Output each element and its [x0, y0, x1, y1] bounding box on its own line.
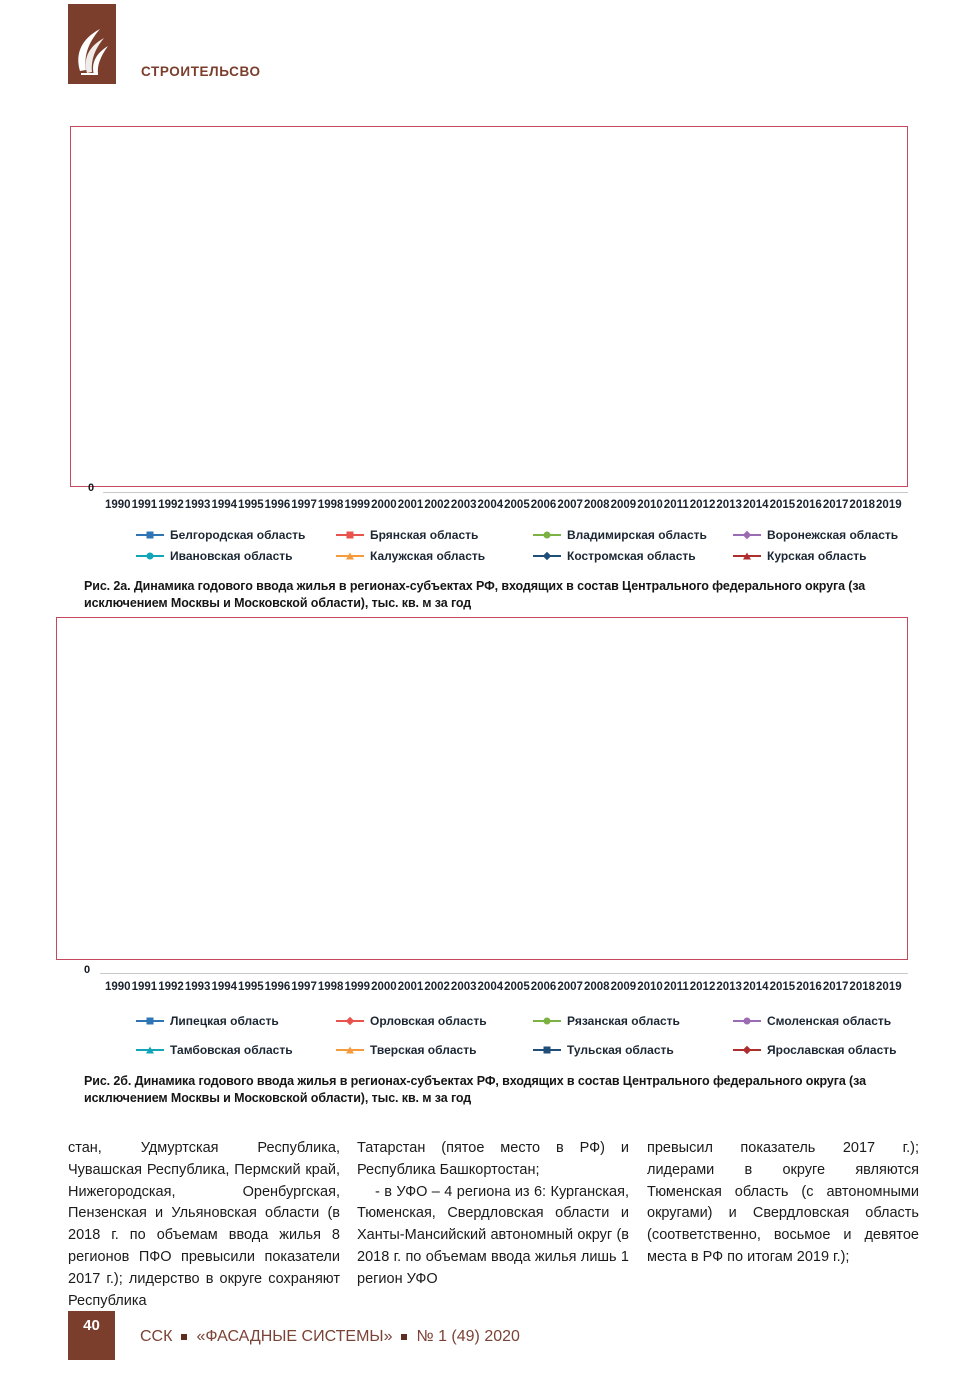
legend-item	[733, 1006, 897, 1035]
year-tick-label: 2008	[583, 499, 610, 511]
year-tick-label: 2013	[716, 499, 742, 511]
figure-b-plot-area	[56, 617, 908, 960]
year-tick-label: 2014	[742, 981, 769, 993]
body-text-column-3	[647, 1138, 919, 1269]
year-tick-label: 1995	[238, 499, 264, 511]
legend-series-marker-icon	[533, 534, 561, 536]
year-tick-label: 1998	[317, 981, 344, 993]
journal-issue: № 1 (49) 2020	[416, 1328, 520, 1345]
year-tick-label: 1991	[131, 499, 158, 511]
legend-series-marker-icon	[136, 1020, 164, 1022]
year-tick-label: 2011	[663, 499, 689, 511]
legend-item	[136, 1035, 336, 1064]
legend-series-marker-icon	[336, 534, 364, 536]
year-tick-label: 1992	[158, 499, 184, 511]
legend-series-label: Смоленская область	[767, 1013, 892, 1028]
legend-series-label: Ярославская область	[767, 1042, 897, 1057]
figure-b-x-axis-year-labels	[105, 981, 902, 993]
page-number-badge: 40	[68, 1311, 115, 1360]
year-tick-label: 2012	[689, 499, 716, 511]
legend-series-marker-icon	[733, 1020, 761, 1022]
year-tick-label: 1998	[317, 499, 344, 511]
legend-series-marker-icon	[533, 1020, 561, 1022]
legend-series-marker-icon	[733, 534, 761, 536]
year-tick-label: 2006	[530, 499, 557, 511]
year-tick-label: 2002	[424, 499, 450, 511]
year-tick-label: 1993	[184, 499, 211, 511]
legend-series-marker-icon	[136, 1049, 164, 1051]
legend-series-marker-icon	[336, 555, 364, 557]
legend-series-label: Рязанская область	[567, 1013, 680, 1028]
legend-series-marker-icon	[136, 555, 164, 557]
year-tick-label: 2007	[557, 499, 583, 511]
body-text-column-2	[357, 1138, 629, 1291]
legend-series-label: Калужская область	[370, 548, 486, 563]
swoosh-logo-icon	[68, 71, 116, 88]
legend-series-marker-icon	[136, 534, 164, 536]
year-tick-label: 1995	[238, 981, 264, 993]
legend-item	[136, 1006, 336, 1035]
year-tick-label: 1993	[184, 981, 211, 993]
year-tick-label: 2009	[610, 499, 637, 511]
year-tick-label: 2005	[504, 499, 530, 511]
figure-a-caption: Рис. 2а. Динамика годового ввода жилья в регионах-субъектах РФ, входящих в состав Центрального федерального округа (за исключением Москвы и Московской области), тыс. кв. м за год	[84, 579, 866, 610]
year-tick-label: 2018	[849, 499, 876, 511]
year-tick-label: 2019	[876, 981, 902, 993]
legend-item	[733, 545, 898, 566]
year-tick-label: 1994	[211, 981, 238, 993]
year-tick-label: 2000	[371, 981, 397, 993]
legend-item	[533, 1006, 733, 1035]
year-tick-label: 1990	[105, 981, 131, 993]
figure-a-x-axis-year-labels	[105, 499, 902, 511]
section-title: СТРОИТЕЛЬСВО	[141, 64, 261, 79]
square-bullet-icon	[181, 1334, 187, 1340]
legend-series-label: Тамбовская область	[170, 1042, 293, 1057]
legend-series-marker-icon	[533, 555, 561, 557]
legend-item	[533, 545, 733, 566]
legend-series-label: Липецкая область	[170, 1013, 279, 1028]
legend-series-label: Орловская область	[370, 1013, 487, 1028]
year-tick-label: 2017	[822, 981, 849, 993]
legend-series-label: Воронежская область	[767, 527, 899, 542]
year-tick-label: 1996	[264, 981, 291, 993]
year-tick-label: 2002	[424, 981, 450, 993]
journal-footer-line	[140, 1328, 520, 1346]
legend-series-label: Белгородская область	[170, 527, 306, 542]
year-tick-label: 2016	[796, 981, 822, 993]
figure-a-legend	[136, 524, 898, 566]
journal-abbr: ССК	[140, 1328, 173, 1345]
legend-item	[136, 524, 336, 545]
legend-series-label: Костромская область	[567, 548, 696, 563]
year-tick-label: 2019	[876, 499, 902, 511]
year-tick-label: 2001	[397, 981, 424, 993]
year-tick-label: 2000	[371, 499, 397, 511]
year-tick-label: 2003	[450, 499, 477, 511]
year-tick-label: 2005	[504, 981, 530, 993]
legend-item	[533, 524, 733, 545]
legend-item	[336, 545, 533, 566]
legend-series-marker-icon	[733, 1049, 761, 1051]
legend-series-marker-icon	[533, 1049, 561, 1051]
year-tick-label: 2003	[450, 981, 477, 993]
year-tick-label: 2010	[637, 499, 663, 511]
body-paragraph: превысил показатель 2017 г.); лидерами в округе являются Тюменская область (с автономными округами) и Свердловская область (соответственно, восьмое и девятое места в РФ по итогам 2019 г.);	[647, 1140, 919, 1265]
year-tick-label: 2012	[689, 981, 716, 993]
figure-b-legend	[136, 1006, 897, 1064]
legend-series-marker-icon	[336, 1020, 364, 1022]
year-tick-label: 2016	[796, 499, 822, 511]
figure-b-x-axis-line	[100, 973, 908, 974]
body-paragraph: Татарстан (пятое место в РФ) и Республика Башкортостан;	[357, 1140, 629, 1178]
year-tick-label: 1997	[291, 499, 317, 511]
publisher-logo	[68, 4, 116, 84]
year-tick-label: 2001	[397, 499, 424, 511]
body-paragraph: стан, Удмуртская Республика, Чувашская Республика, Пермский край, Нижегородская, Оренбургская, Пензенская и Ульяновская области (в 2018 г. по объемам ввода жилья 8 регионов ПФО превысили показатели 2017 г.); лидерство в округе сохраняют Республика	[68, 1140, 340, 1309]
journal-title: «ФАСАДНЫЕ СИСТЕМЫ»	[196, 1328, 393, 1345]
legend-item	[336, 1035, 533, 1064]
year-tick-label: 1992	[158, 981, 184, 993]
year-tick-label: 2018	[849, 981, 876, 993]
year-tick-label: 2004	[477, 981, 504, 993]
legend-item	[733, 1035, 897, 1064]
legend-series-label: Ивановская область	[170, 548, 293, 563]
year-tick-label: 1999	[344, 499, 371, 511]
legend-series-label: Брянская область	[370, 527, 479, 542]
year-tick-label: 2013	[716, 981, 742, 993]
year-tick-label: 2009	[610, 981, 637, 993]
legend-item	[533, 1035, 733, 1064]
year-tick-label: 1990	[105, 499, 131, 511]
year-tick-label: 1999	[344, 981, 371, 993]
body-text-column-1	[68, 1138, 340, 1312]
year-tick-label: 2006	[530, 981, 557, 993]
year-tick-label: 2014	[742, 499, 769, 511]
year-tick-label: 2004	[477, 499, 504, 511]
year-tick-label: 2015	[769, 499, 796, 511]
legend-item	[136, 545, 336, 566]
legend-series-label: Тульская область	[567, 1042, 674, 1057]
legend-item	[336, 1006, 533, 1035]
legend-series-marker-icon	[336, 1049, 364, 1051]
year-tick-label: 2008	[583, 981, 610, 993]
year-tick-label: 2011	[663, 981, 689, 993]
year-tick-label: 1994	[211, 499, 238, 511]
figure-a-y-axis-zero-label: 0	[88, 482, 95, 494]
legend-item	[733, 524, 898, 545]
year-tick-label: 1997	[291, 981, 317, 993]
year-tick-label: 1996	[264, 499, 291, 511]
legend-series-label: Тверская область	[370, 1042, 477, 1057]
legend-series-marker-icon	[733, 555, 761, 557]
year-tick-label: 2017	[822, 499, 849, 511]
legend-series-label: Владимирская область	[567, 527, 707, 542]
year-tick-label: 2007	[557, 981, 583, 993]
figure-a-plot-area	[70, 126, 908, 487]
figure-b-y-axis-zero-label: 0	[84, 964, 91, 976]
figure-a-x-axis-line	[103, 492, 908, 493]
year-tick-label: 2010	[637, 981, 663, 993]
year-tick-label: 1991	[131, 981, 158, 993]
square-bullet-icon	[401, 1334, 407, 1340]
body-paragraph: - в УФО – 4 региона из 6: Курганская, Тюменская, Свердловская области и Ханты-Мансийский автономный округ (в 2018 г. по объемам ввода жилья лишь 1 регион УФО	[357, 1183, 629, 1287]
year-tick-label: 2015	[769, 981, 796, 993]
legend-item	[336, 524, 533, 545]
figure-b-caption: Рис. 2б. Динамика годового ввода жилья в регионах-субъектах РФ, входящих в состав Центрального федерального округа (за исключением Москвы и Московской области), тыс. кв. м за год	[84, 1074, 866, 1105]
legend-series-label: Курская область	[767, 548, 867, 563]
